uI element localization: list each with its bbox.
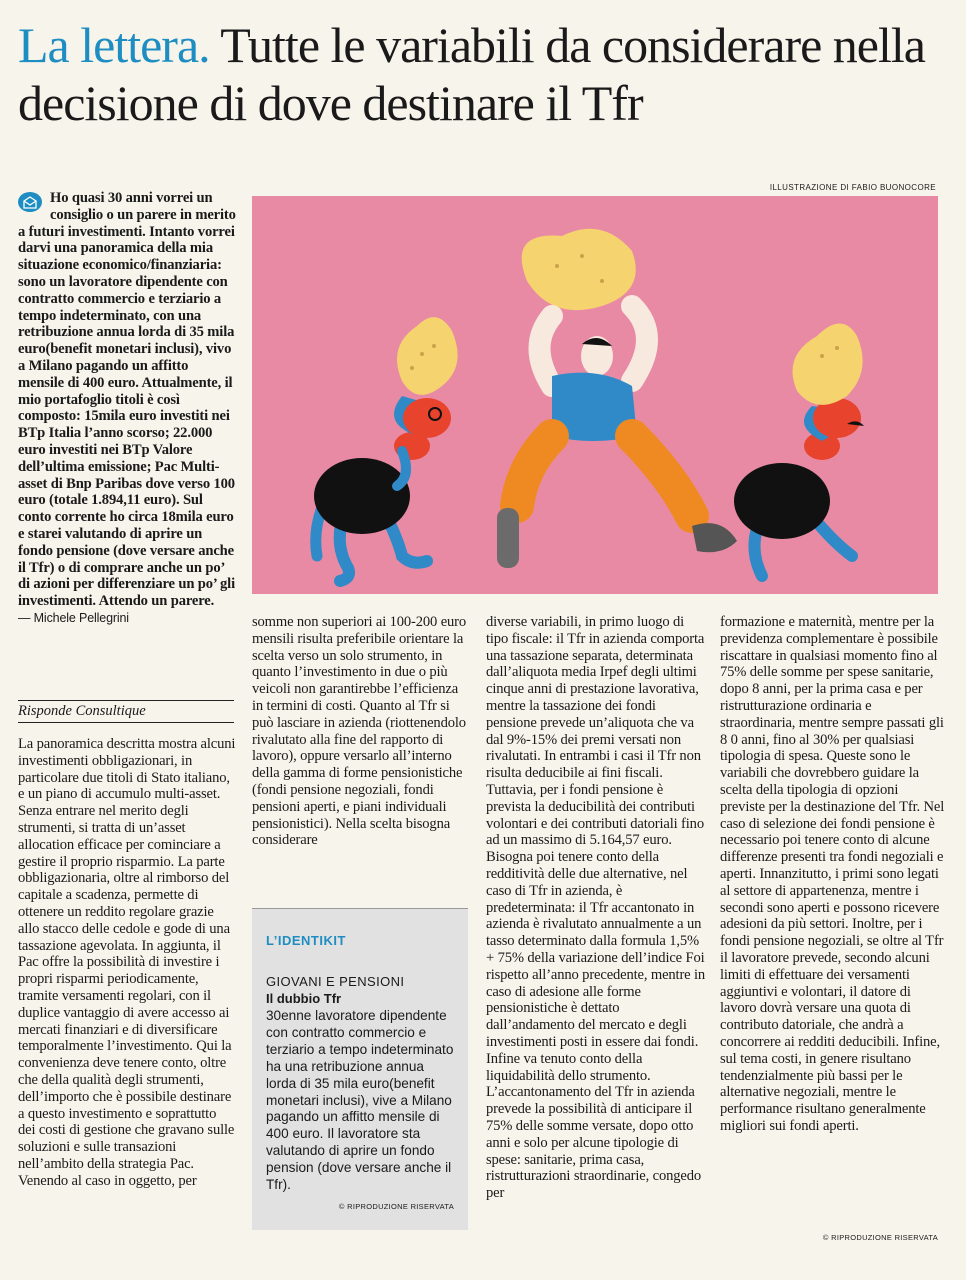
identikit-section: GIOVANI E PENSIONI: [266, 974, 405, 989]
headline: [18, 16, 948, 132]
answer-text-2: somme non superiori ai 100-200 euro mensili risulta preferibile orientare la scelta verso un solo strumento, in quanto l’investimento in due o più veicoli non garantirebbe l’efficienza in termini di costi. Quanto al Tfr si può lasciare in azienda (riottenendolo rivalutato alla fine del rapporto di lavoro), oppure versarlo all’interno della gamma di forme pensionistiche (fondi pensione negoziali, fondi pensioni aperti, e piani individuali pensionistici). Nella scelta bisogna considerare: [252, 614, 467, 849]
headline-kicker: La lettera.: [18, 17, 210, 73]
answer-text-1: La panoramica descritta mostra alcuni investimenti obbligazionari, in particolare due titoli di Stato italiano, e un piano di accumulo multi-asset. Senza entrare nel merito degli strumenti, si tratta di un’asset allocation efficace per cominciare a gestire il proprio risparmio. La parte obbligazionaria, oltre al rimborso del capitale a scadenza, permette di ottenere un reddito regolare grazie allo stacco delle cedole e gode di una tassazione agevolata. In aggiunta, il Pac offre la possibilità di investire i propri risparmi periodicamente, tramite versamenti regolari, con il duplice vantaggio di avere accesso ai mercati finanziari e di diversificare temporalmente l’investimento. Qui la convenienza deve tenere conto, oltre che della qualità degli strumenti, dell’importo che è possibile destinare a questo investimento e soprattutto dei costi di gestione che gravano sulle soluzioni e sulle transazioni nell’ambito della strategia Pac. Venendo al caso in oggetto, per: [18, 736, 236, 1189]
answer-text-3: diverse variabili, in primo luogo di tipo fiscale: il Tfr in azienda comporta una tassazione separata, determinata dall’aliquota media Irpef degli ultimi cinque anni di prestazione lavorativa, mentre la tassazione dei fondi pensione prevede un’aliquota che va dal 9%-15% dei premi versati non rivalutati. In entrambi i casi il Tfr non risulta deducibile ai fini fiscali. Tuttavia, per i fondi pensione è prevista la deducibilità dei contributi volontari e dei contributi datoriali fino ad un massimo di 5.164,57 euro. Bisogna poi tenere conto della redditività delle due alternative, nel caso di Tfr in azienda, è predeterminata: il Tfr accantonato in azienda è rivalutato annualmente a un tasso determinato dalla formula 1,5% + 75% della variazione dell’indice Foi rispetto all’anno precedente, mentre in caso di adesione alle forme pensionistiche è dettato dall’andamento del mercato e degli investimenti posti in essere dai fondi. Infine va tenuto conto della liquidabilità dello strumento. L’accantonamento del Tfr in azienda prevede la possibilità di anticipare il 75% delle somme versate, dopo otto anni e solo per alcune tipologie di spese: sanitarie, prima casa, ristrutturazioni straordinarie, congedo per: [486, 614, 706, 1202]
answer-column-2: [252, 614, 472, 849]
reader-letter: [18, 190, 236, 627]
identikit-box: [252, 908, 468, 1230]
illustration: [252, 196, 938, 594]
answer-column-1: [18, 736, 236, 1190]
article-copyright: © RIPRODUZIONE RISERVATA: [822, 1233, 938, 1242]
middle-person-figure: [497, 229, 737, 568]
left-ant-figure: [314, 317, 458, 581]
mail-icon: [18, 192, 42, 212]
letter-text: Ho quasi 30 anni vorrei un consiglio o un parere in merito a futuri investimenti. Intanto vorrei darvi una panoramica della mia situazione economico/finanziaria: sono un lavoratore dipendente con contratto commercio e terziario a tempo indeterminato, con una retribuzione annua lorda di 35 mila euro(benefit monetari inclusi), vivo a Milano pagando un affitto mensile di 400 euro. Attualmente, il mio portafoglio titoli è così composto: 15mila euro investiti nei BTp Italia l’anno scorso; 22.000 euro investiti nei BTp Valore dell’ultima emissione; Pac Multi-asset di Bnp Paribas dove verso 100 euro (totale 1.894,11 euro). Sul conto corrente ho circa 18mila euro e starei valutando di aprire un fondo pensione (dove versare anche il Tfr) o di comprare anche un po’ di azioni per differenziare un po’ gli investimenti. Attendo un parere.: [18, 190, 236, 610]
answer-column-3: [486, 614, 706, 1202]
answer-column-4: [720, 614, 946, 1135]
identikit-copyright: © RIPRODUZIONE RISERVATA: [338, 1201, 454, 1211]
illustration-artwork: [252, 196, 938, 594]
respondent-label: Risponde Consultique: [18, 700, 234, 723]
headline-title: Tutte le variabili da considerare nella decisione di dove destinare il Tfr: [18, 17, 925, 131]
illustration-credit: ILLUSTRAZIONE DI FABIO BUONOCORE: [769, 183, 936, 192]
answer-text-4: formazione e maternità, mentre per la previdenza complementare è possibile riscattare in qualsiasi momento fino al 75% delle somme per spese sanitarie, dopo 8 anni, per la prima casa e per ristrutturazione ordinaria e straordinaria, mentre sempre passati gli 8 0 anni, fino al 30% per qualsiasi tipologia di spesa. Queste sono le variabili che dovrebbero guidare la scelta della tipologia di opzioni previste per la destinazione del Tfr. Nel caso di selezione dei fondi pensione è necessario poi tenere conto di alcune differenze presenti tra fondi negoziali e aperti. Innanzitutto, i primi sono legati al settore di appartenenza, mentre i secondi sono aperti e possono ricevere adesioni da più settori. Inoltre, per i fondi pensione negoziali, se oltre al Tfr il lavoratore prevede, secondo alcuni limiti di effettuare dei versamenti aggiuntivi e volontari, il datore di lavoro dovrà versare una quota di contributo datoriale, che andrà a concorrere ai redditi deducibili. Infine, sul tema costi, in genere risultano tendenzialmente più bassi per le alternative negoziali, mentre le performance risultano generalmente migliori sui fondi aperti.: [720, 614, 945, 1134]
identikit-text: 30enne lavoratore dipendente con contratto commercio e terziario a tempo indeterminato ha una retribuzione annua lorda di 35 mila euro(benefit monetari inclusi), vive a Milano pagando un affitto mensile di 400 euro. Il lavoratore sta valutando di aprire un fondo pension (dove versare anche il Tfr).: [266, 1008, 454, 1193]
letter-signature: — Michele Pellegrini: [18, 610, 129, 625]
identikit-title: Il dubbio Tfr: [266, 991, 342, 1006]
identikit-tag: L’IDENTIKIT: [266, 933, 346, 948]
right-ant-figure: [734, 324, 864, 577]
